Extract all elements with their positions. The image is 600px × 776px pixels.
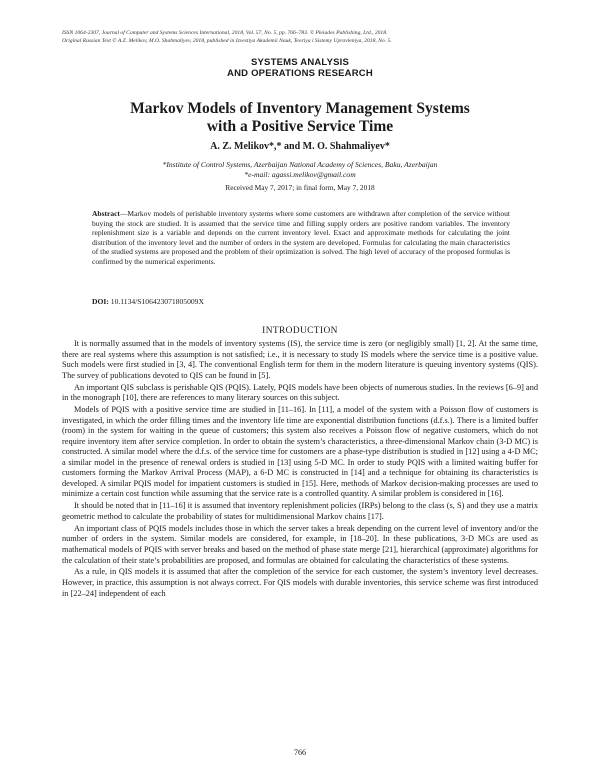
section-heading <box>62 57 538 79</box>
doi-label: DOI: <box>92 297 109 306</box>
paragraph: An important class of PQIS models includes those in which the server takes a break depending on the current level of inventory and/or the number of orders in the system. Similar models are considered, for example, in [18–20]. In these publications, 3-D MCs are used as mathematical models of PQIS with server breaks and based on the method of phase state merge [21], hierarchical (approximate) algorithms for the calculation of their state’s probabilities are proposed, and formulas are obtained for calculating the characteristics of these systems. <box>62 523 538 565</box>
section-line-1: SYSTEMS ANALYSIS <box>250 57 350 68</box>
authors: A. Z. Melikov*,* and M. O. Shahmaliyev* <box>210 141 390 152</box>
abstract-text: —Markov models of perishable inventory systems where some customers are withdrawn after completion of the service without buying the stock are studied. It is assumed that the service time and filling supply orders are positive random variables. The inventory replenishment size is a variable and depends on the current inventory level. Exact and approximate methods for calculating the joint distribution of the inventory level and the number of orders in the system are developed. Formulas for calculating the main characteristics of the studied systems are proposed and the problem of their optimization is solved. The high level of accuracy of the proposed formulas is confirmed by the numerical experiments. <box>92 209 510 266</box>
paragraph: It should be noted that in [11–16] it is assumed that inventory replenishment policies (IRPs) belong to the class (s, S) and they use a matrix geometric method to calculate the probability of states for multidimensional Markov chains [17]. <box>62 501 538 521</box>
section-line-2: AND OPERATIONS RESEARCH <box>227 68 373 79</box>
paragraph: An important QIS subclass is perishable QIS (PQIS). Lately, PQIS models have been objects of numerous studies. In the reviews [6–9] and in the monograph [10], there are references to many literary sources on this subject. <box>62 382 538 403</box>
paragraph: As a rule, in QIS models it is assumed that after the completion of the service for each customer, the system’s inventory level decreases. However, in practice, this assumption is not always correct. For QIS models with durable inventories, this service scheme was first introduced in [22–24] independent of each <box>62 567 538 598</box>
abstract <box>92 209 510 267</box>
title-line-2: with a Positive Service Time <box>206 118 394 135</box>
journal-header <box>62 29 542 45</box>
affiliation-email: *e-mail: agassi.melikov@gmail.com <box>244 170 356 179</box>
introduction-heading: INTRODUCTION <box>262 326 338 336</box>
page-number: 766 <box>294 748 306 757</box>
received-dates: Received May 7, 2017; in final form, May 7, 2018 <box>225 183 375 192</box>
abstract-label: Abstract <box>92 209 120 218</box>
doi <box>92 297 510 307</box>
doi-value: 10.1134/S106423071805009X <box>110 297 204 306</box>
header-original-text: Original Russian Text © A.Z. Melikov, M.O. Shahmaliyev, 2018, published in Izvestiya Akademii Nauk, Teoriya i Sistemy Upravleniya, 2018, No. 5. <box>62 38 392 44</box>
title-line-1: Markov Models of Inventory Management Systems <box>130 100 470 117</box>
paper-title <box>62 100 538 136</box>
paragraph: Models of PQIS with a positive service time are studied in [11–16]. In [11], a model of the system with a Poisson flow of customers is investigated, in which the order filling times and the inventory life time are exponential distribution functions (d.f.s.). There is a limited buffer (room) in the system for waiting in the queue of customers; this system also receives a Poisson flow of negative customers, which do not require inventory item after service completion. In order to obtain the system’s characteristics, a three-dimensional Markov chain (3-D MC) is constructed. A similar model where the d.f.s. of the service time for customers are a phase-type distribution is studied in [12] using a 4-D MC; a similar model in the presence of renewal orders is studied in [13] using 5-D MC. In order to study PQIS with a limited waiting buffer for customers forming the Markov Arrival Process (MAP), a 6-D MC is constructed in [14] and a technique for obtaining its characteristics is developed. A similar PQIS model for impatient customers is studied in [15]. Here, methods of Markov decision-making processes are used to minimize a certain cost function while assuming that the service rate is a controlled quantity. A similar problem is considered in [16]. <box>62 405 538 499</box>
affiliation <box>62 160 538 180</box>
affiliation-institute: *Institute of Control Systems, Azerbaijan National Academy of Sciences, Baku, Azerbaijan <box>162 160 438 169</box>
header-citation: ISSN 1064-2307, Journal of Computer and Systems Sciences International, 2018, Vol. 57, No. 5, pp. 766–783. © Pleiades Publishing, Ltd., 2018. <box>62 30 388 36</box>
paragraph: It is normally assumed that in the models of inventory systems (IS), the service time is zero (or negligibly small) [1, 2]. At the same time, there are real systems where this assumption is not satisfied; i.e., it is necessary to study IS models where the service time is a positive value. Such models were first studied in [3, 4]. The conventional English term for them in the modern literature is queuing inventory systems (QIS). The survey of publications devoted to QIS can be found in [5]. <box>62 339 538 380</box>
introduction-body <box>62 339 538 600</box>
